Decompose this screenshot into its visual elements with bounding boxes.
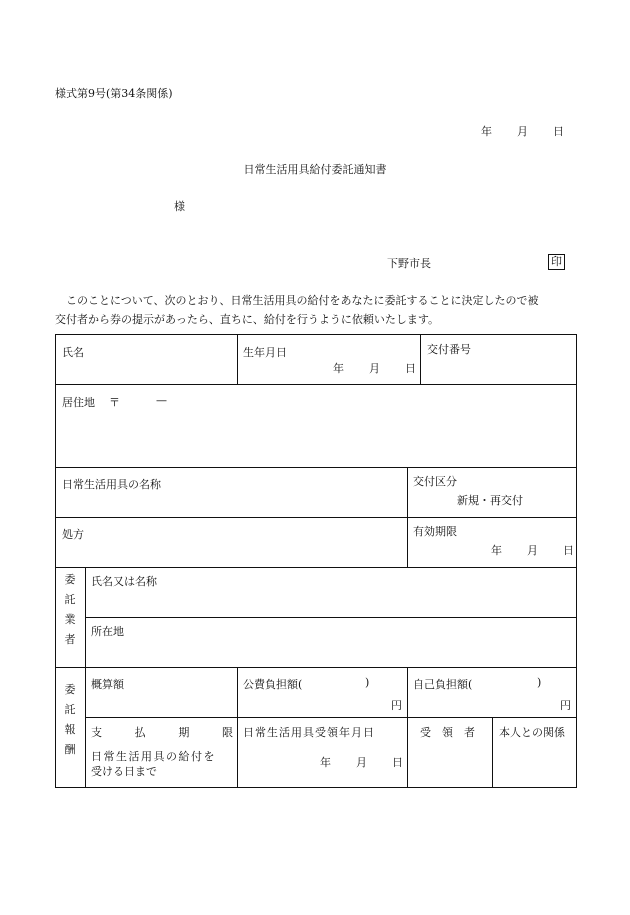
salutation: 様 bbox=[174, 200, 185, 213]
self-burden-close: ) bbox=[537, 676, 542, 689]
rule-contractor-mid bbox=[85, 617, 576, 618]
postal-mark: 〒 bbox=[109, 396, 120, 409]
contractor-char-2: 託 bbox=[64, 593, 76, 606]
relation-label: 本人との関係 bbox=[499, 726, 565, 739]
payment-deadline-label bbox=[91, 724, 233, 740]
equipment-name-label: 日常生活用具の名称 bbox=[62, 478, 161, 491]
rule-row2 bbox=[56, 467, 576, 468]
valid-year: 年 bbox=[491, 544, 502, 557]
date-year-label: 年 bbox=[481, 125, 492, 138]
rule-v-fee-2 bbox=[407, 667, 408, 787]
receipt-year: 年 bbox=[320, 756, 331, 769]
self-burden-unit: 円 bbox=[560, 699, 571, 712]
valid-period-label: 有効期限 bbox=[413, 525, 457, 538]
name-label: 氏名 bbox=[62, 346, 84, 359]
receipt-month: 月 bbox=[356, 756, 367, 769]
birth-year: 年 bbox=[333, 362, 344, 375]
rule-v-name-birth bbox=[237, 335, 238, 384]
contractor-char-3: 業 bbox=[64, 613, 76, 626]
payment-deadline-note-2: 受ける日まで bbox=[91, 765, 157, 778]
contractor-address-label: 所在地 bbox=[91, 625, 124, 638]
rule-row1 bbox=[56, 384, 576, 385]
fee-char-4: 酬 bbox=[64, 743, 76, 756]
postal-dash: — bbox=[156, 394, 167, 407]
self-burden-label: 自己負担額( bbox=[413, 678, 473, 691]
address-label: 居住地 bbox=[62, 396, 95, 409]
sender-name: 下野市長 bbox=[387, 257, 431, 270]
birth-label: 生年月日 bbox=[243, 346, 287, 359]
rule-v-vertical-col bbox=[85, 567, 86, 787]
payment-deadline-char-1: 支 bbox=[91, 726, 102, 739]
fee-char-2: 託 bbox=[64, 703, 76, 716]
contractor-char-1: 委 bbox=[64, 573, 76, 586]
estimate-label: 概算額 bbox=[91, 678, 124, 691]
rule-v-equipment bbox=[407, 467, 408, 567]
rule-fee-mid bbox=[85, 717, 576, 718]
date-month-label: 月 bbox=[517, 125, 528, 138]
rule-row5 bbox=[56, 667, 576, 668]
rule-v-birth-issue bbox=[420, 335, 421, 384]
receipt-date-label: 日常生活用具受領年月日 bbox=[243, 726, 375, 739]
prescription-label: 処方 bbox=[62, 528, 84, 541]
valid-month: 月 bbox=[527, 544, 538, 557]
payment-deadline-char-4: 限 bbox=[221, 726, 233, 739]
rule-v-fee-3 bbox=[492, 717, 493, 787]
fee-vertical-label bbox=[62, 680, 78, 760]
issue-number-label: 交付番号 bbox=[427, 343, 471, 356]
rule-row4 bbox=[56, 567, 576, 568]
form-table bbox=[55, 334, 577, 788]
rule-row3 bbox=[56, 517, 576, 518]
contractor-vertical-label bbox=[62, 570, 78, 650]
fee-char-1: 委 bbox=[64, 683, 76, 696]
contractor-name-label: 氏名又は名称 bbox=[91, 575, 157, 588]
payment-deadline-note-1: 日常生活用具の給付を bbox=[91, 750, 216, 763]
payment-deadline-char-3: 期 bbox=[178, 726, 190, 739]
recipient-label: 受 領 者 bbox=[420, 726, 475, 739]
receipt-day: 日 bbox=[392, 756, 403, 769]
date-day-label: 日 bbox=[553, 125, 564, 138]
public-burden-label: 公費負担額( bbox=[243, 678, 303, 691]
body-line-2: 交付者から券の提示があったら、直ちに、給付を行うように依頼いたします。 bbox=[55, 313, 440, 326]
issue-type-value: 新規・再交付 bbox=[457, 494, 523, 507]
public-burden-close: ) bbox=[365, 676, 370, 689]
valid-day: 日 bbox=[563, 544, 574, 557]
rule-v-fee-1 bbox=[237, 667, 238, 787]
seal-mark: 印 bbox=[548, 254, 565, 270]
payment-deadline-char-2: 払 bbox=[134, 726, 146, 739]
fee-char-3: 報 bbox=[64, 723, 76, 736]
birth-day: 日 bbox=[405, 362, 416, 375]
document-title: 日常生活用具給付委託通知書 bbox=[243, 163, 387, 176]
issue-type-label: 交付区分 bbox=[413, 475, 457, 488]
body-line-1: このことについて、次のとおり、日常生活用具の給付をあなたに委託することに決定したので被 bbox=[66, 294, 539, 307]
public-burden-unit: 円 bbox=[391, 699, 402, 712]
birth-month: 月 bbox=[369, 362, 380, 375]
contractor-char-4: 者 bbox=[64, 633, 76, 646]
form-number: 様式第9号(第34条関係) bbox=[55, 87, 173, 100]
